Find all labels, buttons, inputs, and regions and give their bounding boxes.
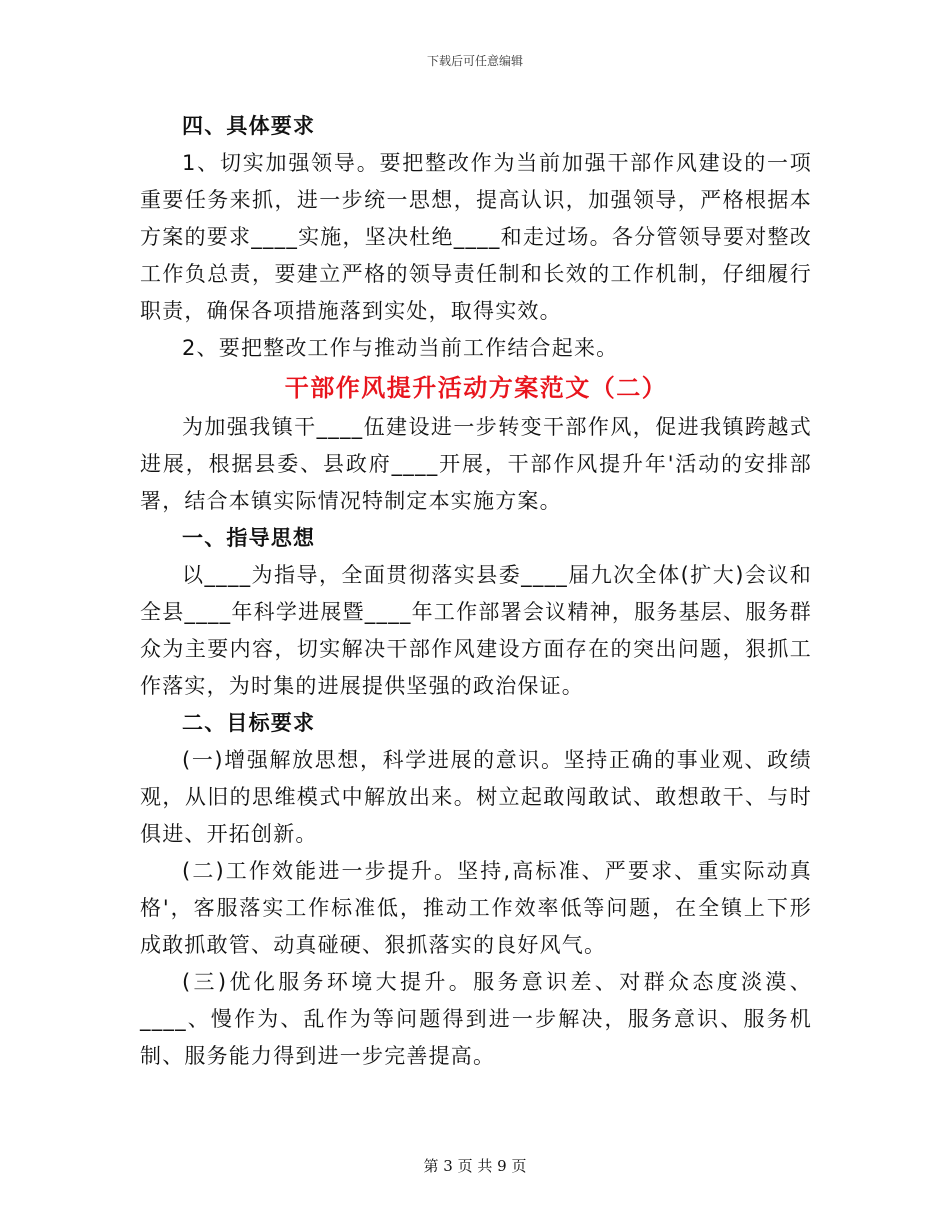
section-heading-requirements: 四、具体要求: [182, 114, 316, 138]
paragraph-goal-3: (三)优化服务环境大提升。服务意识差、对群众态度淡漠、____、慢作为、乱作为等问题得到进一步解决，服务意识、服务机制、服务能力得到进一步完善提高。: [140, 970, 812, 1068]
paragraph-intro: 为加强我镇干____伍建设进一步转变干部作风，促进我镇跨越式进展，根据县委、县政府____开展，干部作风提升年'活动的安排部署，结合本镇实际情况特制定本实施方案。: [140, 415, 812, 513]
section-heading-goals: 二、目标要求: [182, 711, 316, 735]
paragraph-goal-2: (二)工作效能进一步提升。坚持,高标准、严要求、重实际动真格'，客服落实工作标准低，推动工作效率低等问题，在全镇上下形成敢抓敢管、动真碰硬、狠抓落实的良好风气。: [140, 859, 812, 957]
document-title: 干部作风提升活动方案范文（二）: [284, 374, 668, 402]
paragraph-guiding-thought: 以____为指导，全面贯彻落实县委____届九次全体(扩大)会议和全县____年科学进展暨____年工作部署会议精神，服务基层、服务群众为主要内容，切实解决干部作风建设方面存在的突出问题，狠抓工作落实，为时集的进展提供坚强的政治保证。: [140, 563, 812, 698]
paragraph-goal-1: (一)增强解放思想，科学进展的意识。坚持正确的事业观、政绩观，从旧的思维模式中解放出来。树立起敢闯敢试、敢想敢干、与时俱进、开拓创新。: [140, 748, 812, 846]
header-note: 下载后可任意编辑: [426, 54, 523, 68]
document-body: [140, 108, 812, 1075]
page-footer: 第 3 页 共 9 页: [423, 1157, 527, 1175]
paragraph-combine-work: 2、要把整改工作与推动当前工作结合起来。: [182, 336, 619, 360]
paragraph-leadership: 1、切实加强领导。要把整改作为当前加强干部作风建设的一项重要任务来抓，进一步统一思想，提高认识，加强领导，严格根据本方案的要求____实施，坚决杜绝____和走过场。各分管领导要对整改工作负总责，要建立严格的领导责任制和长效的工作机制，仔细履行职责，确保各项措施落到实处，取得实效。: [140, 151, 812, 323]
section-heading-guiding-thought: 一、指导思想: [182, 526, 316, 550]
